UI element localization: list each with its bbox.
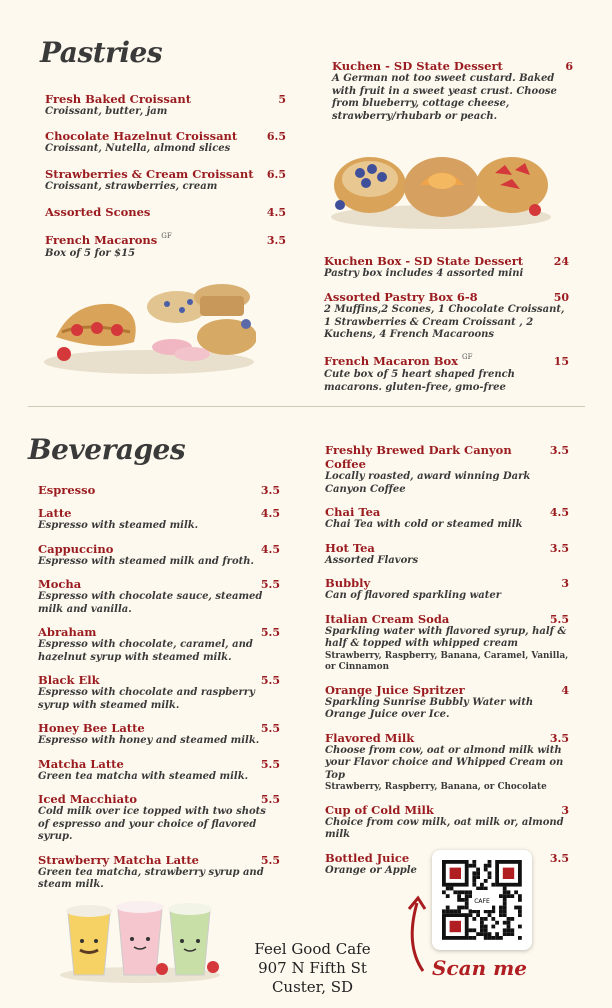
qr-center-label: CAFE	[474, 898, 490, 905]
scan-me-label: Scan me	[432, 956, 527, 980]
menu-item	[38, 792, 280, 844]
item-description: Choice from cow milk, oat milk or, almond milk	[325, 816, 564, 840]
item-price: 6.5	[266, 168, 286, 181]
beverages-title: Beverages	[28, 433, 186, 466]
menu-item	[38, 577, 280, 616]
item-price: 4.5	[260, 542, 280, 556]
item-description: A German not too sweet custard. Baked with fruit in a sweet yeast crust. Choose from blueberry, cottage cheese, strawberry/rhubarb or peach.	[332, 73, 557, 122]
item-price: 15	[553, 355, 569, 368]
menu-item	[38, 483, 280, 497]
item-name: Bubbly	[325, 576, 371, 590]
item-description: 2 Muffins,2 Scones, 1 Chocolate Croissant, 1 Strawberries & Cream Croissant , 2 Kuchens, 4 French Macaroons	[324, 304, 565, 340]
menu-item	[325, 541, 569, 568]
item-description: Espresso with honey and steamed milk.	[38, 735, 260, 746]
item-description: Green tea matcha with steamed milk.	[38, 770, 249, 782]
item-description: Croissant, Nutella, almond slices	[45, 143, 231, 154]
item-name: Matcha Latte	[38, 756, 124, 771]
kuchen-illustration	[330, 145, 552, 230]
menu-item	[325, 612, 569, 674]
item-description: Orange or Apple	[325, 864, 417, 876]
item-price: 24	[553, 255, 569, 268]
menu-item	[38, 625, 280, 664]
item-name: Assorted Pastry Box 6-8	[324, 290, 478, 304]
item-name: Espresso	[38, 483, 96, 497]
cafe-address	[240, 940, 385, 997]
menu-item-assorted-scones	[45, 205, 286, 219]
item-description: Croissant, strawberries, cream	[45, 181, 218, 192]
item-name: Bottled Juice	[325, 850, 410, 865]
item-description: Espresso with steamed milk.	[38, 520, 199, 531]
menu-item-assorted-pastry-box	[324, 290, 569, 342]
item-name: Strawberries & Cream Croissant	[45, 167, 254, 181]
menu-item-chocolate-hazelnut-croissant	[45, 129, 286, 156]
item-price: 3.5	[549, 731, 569, 745]
item-price: 3.5	[260, 484, 280, 497]
item-description: Box of 5 for $15	[45, 248, 136, 259]
item-name: French Macarons	[45, 233, 158, 247]
item-name: Flavored Milk	[325, 730, 415, 745]
item-price: 5.5	[260, 757, 280, 771]
menu-item	[325, 803, 569, 842]
item-description: Espresso with steamed milk and froth.	[38, 555, 254, 567]
menu-item-french-macaron-box	[324, 350, 569, 394]
item-price: 5.5	[549, 612, 569, 626]
item-price: 3.5	[549, 444, 569, 457]
item-description: Can of flavored sparkling water	[325, 590, 501, 601]
item-description: Pastry box includes 4 assorted mini	[324, 268, 524, 279]
item-price: 5.5	[260, 626, 280, 639]
item-name: Kuchen Box - SD State Dessert	[324, 254, 524, 268]
item-name: Italian Cream Soda	[325, 611, 450, 626]
item-price: 4.5	[260, 507, 280, 520]
item-price: 6.5	[266, 130, 286, 143]
gluten-free-badge: GF	[462, 352, 473, 361]
item-name: Chocolate Hazelnut Croissant	[45, 129, 238, 143]
item-description: Espresso with chocolate, caramel, and hazelnut syrup with steamed milk.	[38, 639, 253, 663]
menu-item-french-macarons	[45, 229, 286, 261]
menu-item	[325, 576, 569, 603]
menu-item	[325, 731, 569, 794]
item-price: 4.5	[549, 506, 569, 519]
section-divider	[28, 406, 585, 407]
item-price: 5.5	[260, 722, 280, 735]
item-description: Cold milk over ice topped with two shots of espresso and your choice of flavored syrup.	[38, 806, 266, 842]
item-price: 5.5	[260, 578, 280, 591]
item-name: Cappuccino	[38, 541, 114, 556]
item-name: Kuchen - SD State Dessert	[332, 59, 503, 73]
item-name: Orange Juice Spritzer	[325, 682, 465, 697]
qr-code-image	[432, 850, 532, 950]
menu-item	[38, 757, 280, 784]
item-name: Chai Tea	[325, 505, 381, 519]
item-name: Hot Tea	[325, 540, 375, 555]
pastries-illustration	[42, 282, 256, 374]
item-description: Croissant, butter, jam	[45, 106, 168, 117]
item-name: Strawberry Matcha Latte	[38, 852, 199, 867]
item-name: Abraham	[38, 625, 97, 639]
item-name: Honey Bee Latte	[38, 721, 145, 735]
beverages-right-column	[325, 443, 569, 886]
item-name: Black Elk	[38, 673, 100, 687]
qr-code[interactable]	[432, 850, 532, 950]
item-price: 5.5	[260, 674, 280, 687]
menu-item	[325, 683, 569, 722]
item-price: 3.5	[549, 851, 569, 865]
item-price: 3.5	[266, 234, 286, 247]
menu-item	[38, 542, 280, 569]
menu-item	[38, 853, 280, 892]
menu-item	[325, 443, 569, 496]
item-price: 5.5	[260, 793, 280, 806]
item-price: 3	[561, 803, 569, 817]
item-name: Latte	[38, 506, 72, 520]
cafe-name: Feel Good Cafe	[254, 940, 371, 958]
cafe-street: 907 N Fifth St	[258, 959, 367, 977]
menu-item-fresh-baked-croissant	[45, 92, 286, 119]
item-name: French Macaron Box	[324, 354, 459, 368]
item-name: Iced Macchiato	[38, 792, 138, 806]
item-price: 3	[561, 577, 569, 590]
item-price: 50	[553, 291, 569, 304]
item-description: Chai Tea with cold or steamed milk	[325, 519, 523, 530]
item-price: 5.5	[260, 853, 280, 867]
item-name: Fresh Baked Croissant	[45, 92, 192, 106]
menu-item-kuchen-box	[324, 254, 569, 281]
menu-item	[38, 506, 280, 533]
item-description: Cute box of 5 heart shaped french macarons. gluten-free, gmo-free	[324, 369, 515, 393]
item-price: 3.5	[549, 541, 569, 555]
item-flavor-options: Strawberry, Raspberry, Banana, or Chocolate	[325, 782, 547, 792]
item-description: Sparkling Sunrise Bubbly Water with Orange Juice over Ice.	[325, 696, 534, 720]
item-name: Assorted Scones	[45, 205, 151, 219]
menu-item	[38, 673, 280, 712]
item-price: 6	[565, 60, 573, 73]
drinks-illustration	[58, 895, 223, 983]
item-description: Espresso with chocolate sauce, steamed milk and vanilla.	[38, 591, 263, 615]
item-description: Green tea matcha, strawberry syrup and steam milk.	[38, 866, 264, 890]
pastries-title: Pastries	[40, 36, 163, 69]
gluten-free-badge: GF	[161, 231, 172, 240]
item-description: Assorted Flavors	[325, 554, 419, 566]
cafe-city: Custer, SD	[271, 978, 354, 996]
beverages-left-column	[38, 483, 280, 901]
menu-item	[38, 721, 280, 748]
item-name: Mocha	[38, 577, 82, 591]
item-description: Choose from cow, oat or almond milk with your Flavor choice and Whipped Cream on Top	[325, 744, 564, 781]
item-description: Sparkling water with flavored syrup, half & half & topped with whipped cream	[325, 625, 567, 649]
arrow-icon	[403, 895, 435, 975]
item-price: 4.5	[266, 206, 286, 219]
item-description: Locally roasted, award winning Dark Canyon Coffee	[325, 471, 531, 495]
item-price: 4	[561, 683, 569, 697]
item-flavor-options: Strawberry, Raspberry, Banana, Caramel, Vanilla, or Cinnamon	[325, 650, 569, 672]
item-price: 5	[278, 93, 286, 106]
menu-item	[325, 505, 569, 532]
item-description: Espresso with chocolate and raspberry syrup with steamed milk.	[38, 687, 255, 711]
item-name: Cup of Cold Milk	[325, 802, 434, 817]
menu-item-kuchen	[332, 59, 573, 123]
item-name: Freshly Brewed Dark Canyon Coffee	[325, 443, 512, 471]
menu-item-strawberries-cream-croissant	[45, 167, 286, 194]
